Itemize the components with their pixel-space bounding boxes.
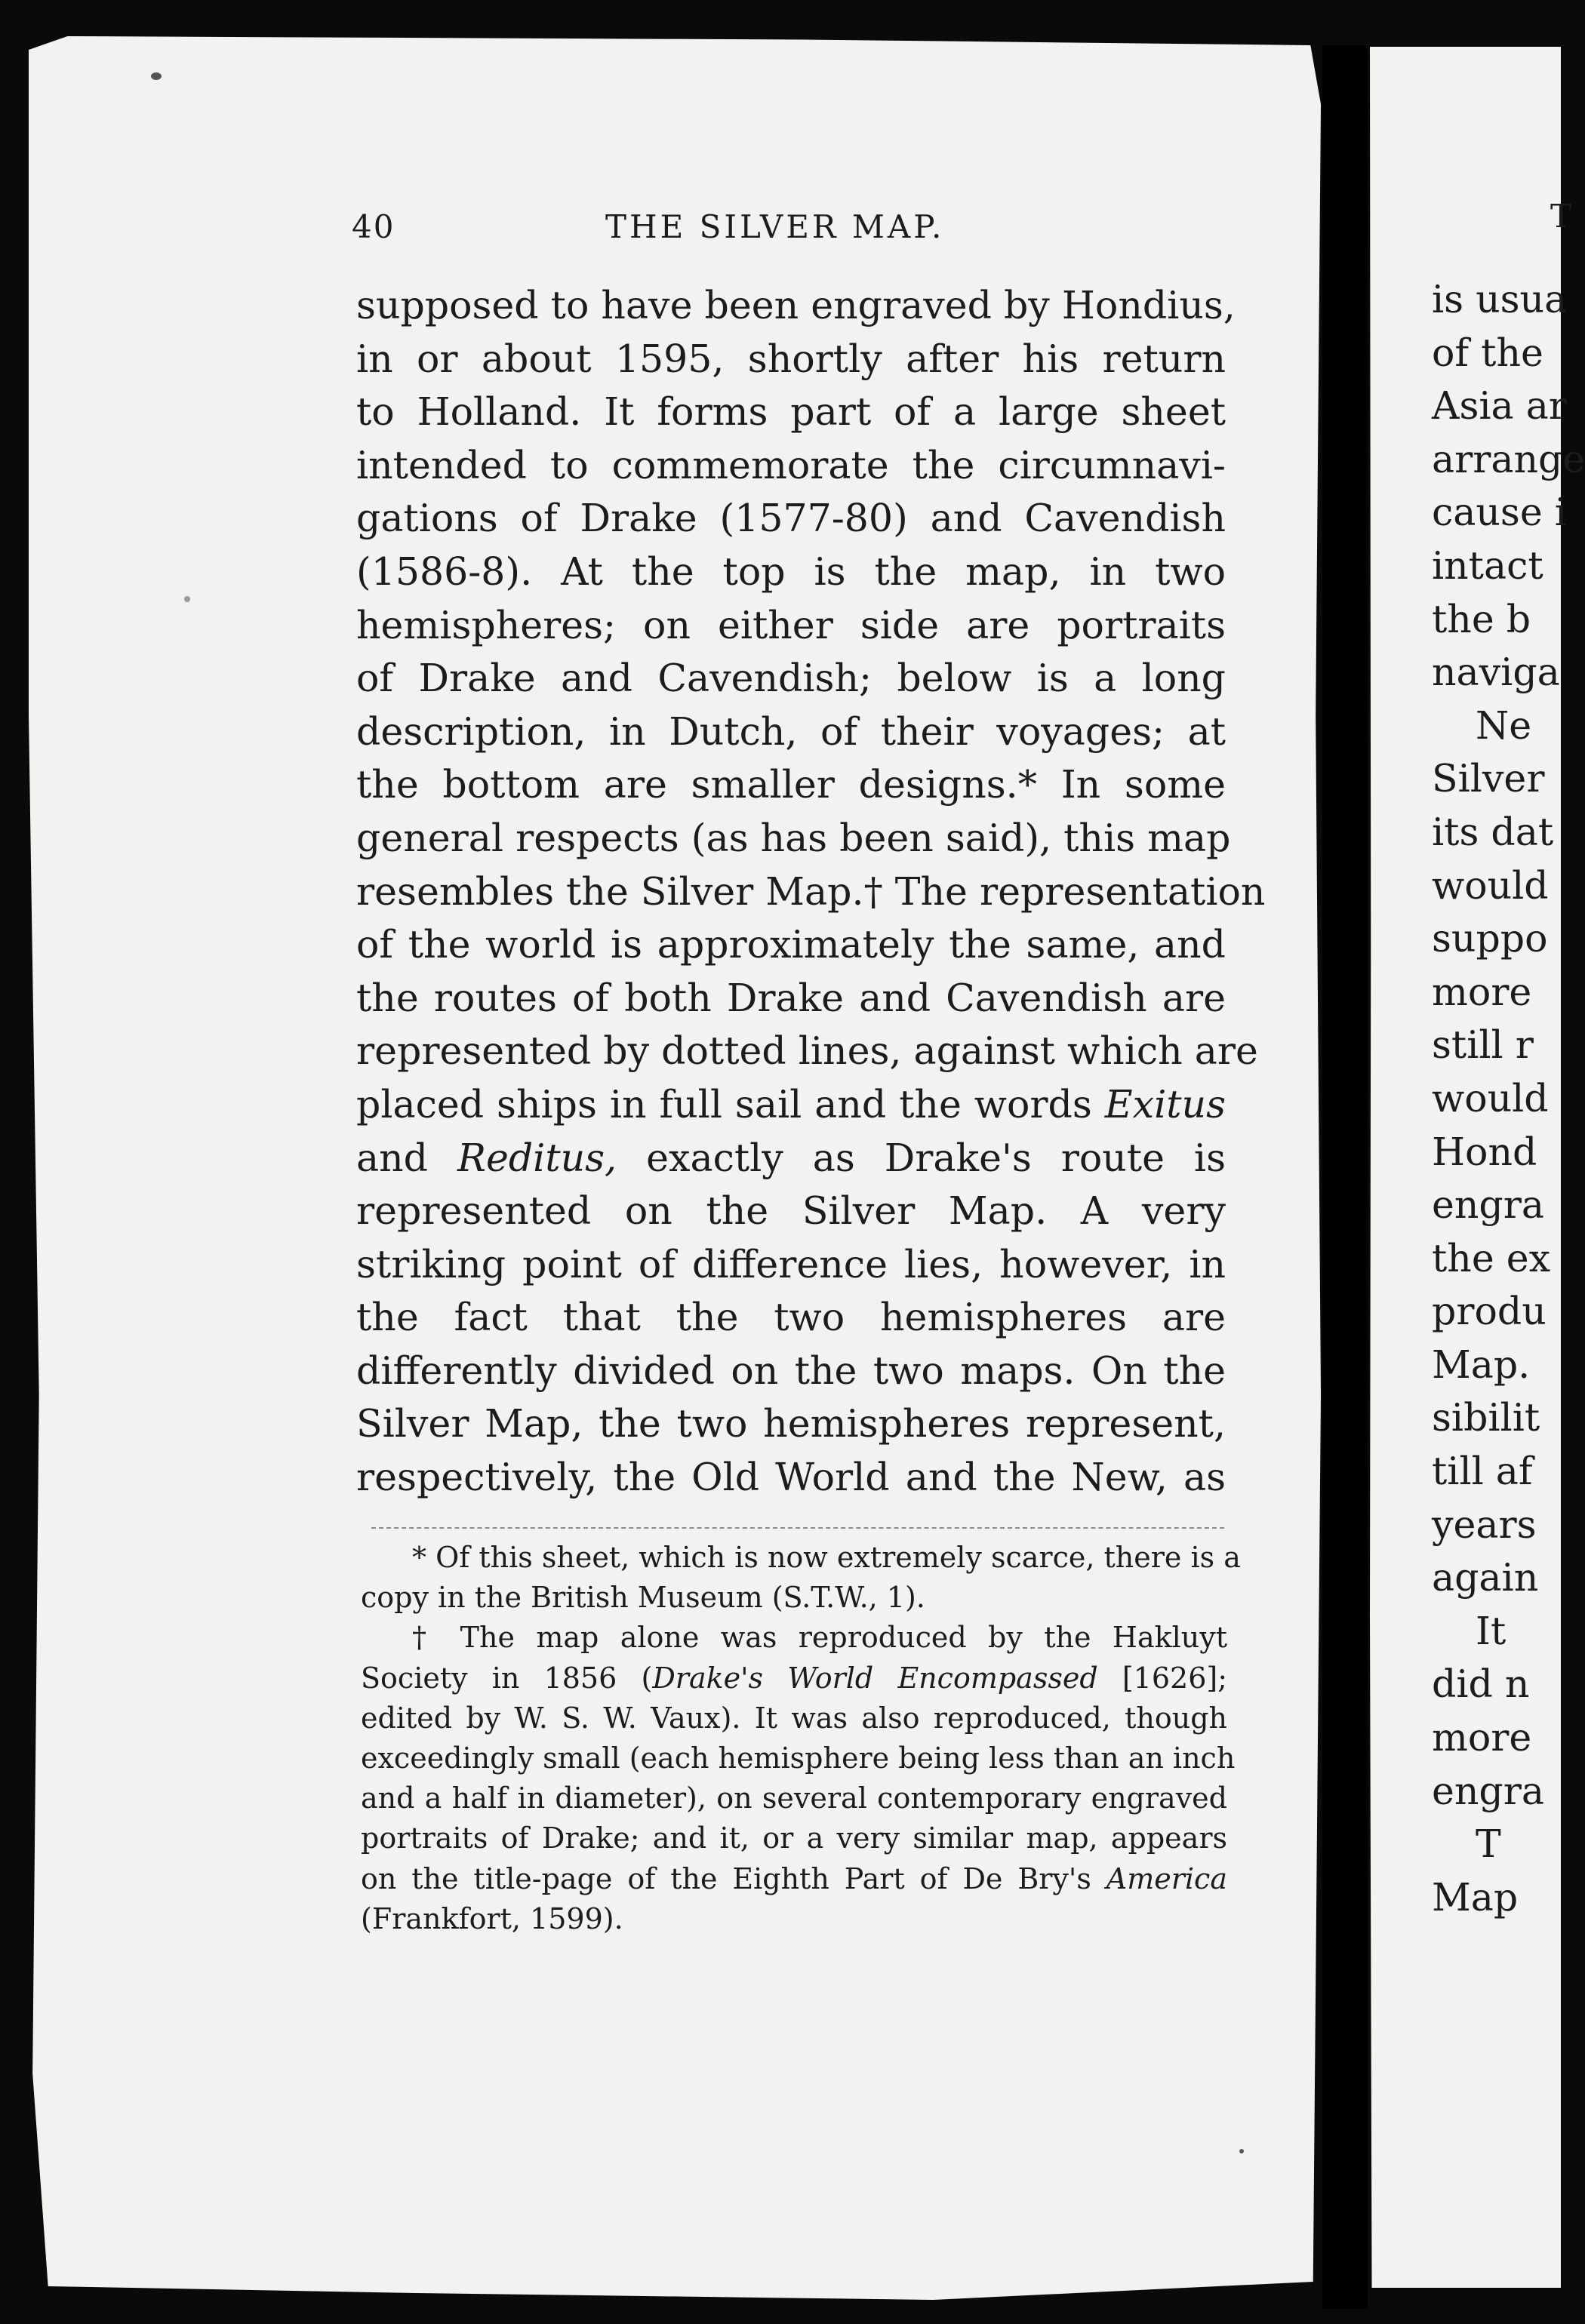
right-text-line: Ne bbox=[1476, 702, 1532, 748]
text-line: respectively, the Old World and the New, as bbox=[356, 1455, 1226, 1500]
paper-speck bbox=[1239, 2149, 1244, 2153]
paper-speck bbox=[151, 72, 162, 80]
text-line: general respects (as has been said), this map bbox=[356, 815, 1231, 860]
italic-word-exitus: Exitus bbox=[1104, 1081, 1226, 1127]
footnote-1-line: copy in the British Museum (S.T.W., 1). bbox=[361, 1581, 925, 1615]
right-text-line: did n bbox=[1432, 1662, 1530, 1707]
italic-title-america: America bbox=[1106, 1861, 1227, 1895]
right-text-line: Map bbox=[1432, 1874, 1519, 1920]
right-text-line: Silver bbox=[1432, 756, 1545, 801]
italic-title-drakes-world-encompassed: Drake's World Encompassed bbox=[652, 1661, 1098, 1695]
right-text-line: Hond bbox=[1432, 1129, 1537, 1174]
text-line: differently divided on the two maps. On the bbox=[356, 1348, 1226, 1393]
footnote-2-line: edited by W. S. W. Vaux). It was also reproduced, though bbox=[361, 1701, 1227, 1735]
footnote-2-line bbox=[361, 1859, 1227, 1899]
right-text-line: produ bbox=[1432, 1289, 1547, 1334]
italic-word-reditus: Reditus, bbox=[457, 1135, 617, 1180]
text-line: striking point of difference lies, however, in bbox=[356, 1241, 1226, 1286]
text-line: of Drake and Cavendish; below is a long bbox=[356, 656, 1226, 701]
text-fragment: Society in 1856 ( bbox=[361, 1661, 653, 1695]
footnote-2-line bbox=[361, 1658, 1227, 1698]
text-line: hemispheres; on either side are portraits bbox=[356, 602, 1226, 647]
text-fragment: placed ships in full sail and the words bbox=[356, 1081, 1092, 1127]
right-text-line: more bbox=[1432, 969, 1532, 1014]
right-text-line: suppo bbox=[1432, 916, 1548, 961]
right-text-line: Map. bbox=[1432, 1342, 1531, 1387]
right-text-line: the b bbox=[1432, 596, 1531, 641]
right-text-line: again bbox=[1432, 1555, 1539, 1600]
right-text-line: years bbox=[1432, 1502, 1537, 1547]
text-line: (1586-8). At the top is the map, in two bbox=[356, 549, 1226, 594]
text-line-reditus bbox=[356, 1132, 1226, 1185]
right-text-line: arrange bbox=[1432, 436, 1585, 481]
text-line: the routes of both Drake and Cavendish are bbox=[356, 975, 1226, 1020]
right-text-line: engra bbox=[1432, 1768, 1544, 1813]
right-text-line: engra bbox=[1432, 1182, 1544, 1228]
text-line: of the world is approximately the same, and bbox=[356, 922, 1226, 967]
text-line: gations of Drake (1577-80) and Cavendish bbox=[356, 496, 1226, 541]
right-page-header-fragment: T bbox=[1550, 198, 1572, 235]
body-text bbox=[356, 279, 1266, 1505]
text-line: intended to commemorate the circumnavi- bbox=[356, 442, 1226, 487]
footnote-2-line: and a half in diameter), on several contemporary engraved bbox=[361, 1781, 1227, 1815]
text-line: description, in Dutch, of their voyages; at bbox=[356, 709, 1226, 754]
right-text-line: its dat bbox=[1432, 809, 1554, 854]
right-text-line: of the bbox=[1432, 330, 1543, 375]
text-fragment: [1626]; bbox=[1097, 1661, 1228, 1695]
footnote-2-line: † The map alone was reproduced by the Hakluyt bbox=[412, 1621, 1227, 1655]
text-line: represented on the Silver Map. A very bbox=[356, 1188, 1226, 1234]
page-header bbox=[352, 208, 1227, 254]
text-line: the bottom are smaller designs.* In some bbox=[356, 762, 1226, 807]
right-page-text bbox=[1432, 273, 1585, 1924]
footnote-rule bbox=[371, 1527, 1224, 1529]
right-text-line: It bbox=[1476, 1608, 1507, 1653]
page-number: 40 bbox=[352, 208, 395, 245]
text-line-exitus bbox=[356, 1078, 1226, 1132]
right-text-line: cause i bbox=[1432, 490, 1567, 535]
footnotes bbox=[361, 1538, 1241, 1939]
text-line: supposed to have been engraved by Hondius, bbox=[356, 283, 1236, 327]
text-line: the fact that the two hemispheres are bbox=[356, 1295, 1226, 1340]
right-text-line: sibilit bbox=[1432, 1395, 1540, 1440]
right-text-line: intact bbox=[1432, 543, 1543, 588]
footnote-1-line: * Of this sheet, which is now extremely scarce, there is a bbox=[412, 1541, 1241, 1574]
text-line: in or about 1595, shortly after his return bbox=[356, 336, 1226, 381]
footnote-2-line: portraits of Drake; and it, or a very similar map, appears bbox=[361, 1821, 1227, 1855]
right-text-line: would bbox=[1432, 862, 1549, 908]
text-fragment: and bbox=[356, 1135, 428, 1180]
right-text-line: till af bbox=[1432, 1449, 1533, 1494]
right-text-line: T bbox=[1476, 1821, 1501, 1867]
text-line: resembles the Silver Map.† The representation bbox=[356, 868, 1266, 914]
right-text-line: is usua bbox=[1432, 277, 1568, 321]
right-text-line: more bbox=[1432, 1715, 1532, 1760]
text-line: Silver Map, the two hemispheres represent, bbox=[356, 1401, 1226, 1446]
text-fragment: exactly as Drake's route is bbox=[646, 1135, 1226, 1180]
right-text-line: still r bbox=[1432, 1022, 1534, 1068]
right-text-line: would bbox=[1432, 1075, 1549, 1120]
right-text-line: naviga bbox=[1432, 650, 1560, 695]
right-text-line: the ex bbox=[1432, 1235, 1551, 1280]
text-line: represented by dotted lines, against which are bbox=[356, 1028, 1258, 1074]
book-gutter bbox=[1322, 45, 1368, 2309]
footnote-2-line: (Frankfort, 1599). bbox=[361, 1901, 623, 1935]
right-text-line: Asia ar bbox=[1432, 383, 1567, 429]
footnote-2-line: exceedingly small (each hemisphere being less than an inch bbox=[361, 1741, 1236, 1775]
text-fragment: on the title-page of the Eighth Part of De Bry's bbox=[361, 1861, 1106, 1895]
running-title: THE SILVER MAP. bbox=[605, 208, 945, 245]
text-line: to Holland. It forms part of a large sheet bbox=[356, 389, 1226, 435]
paper-speck bbox=[184, 596, 190, 602]
